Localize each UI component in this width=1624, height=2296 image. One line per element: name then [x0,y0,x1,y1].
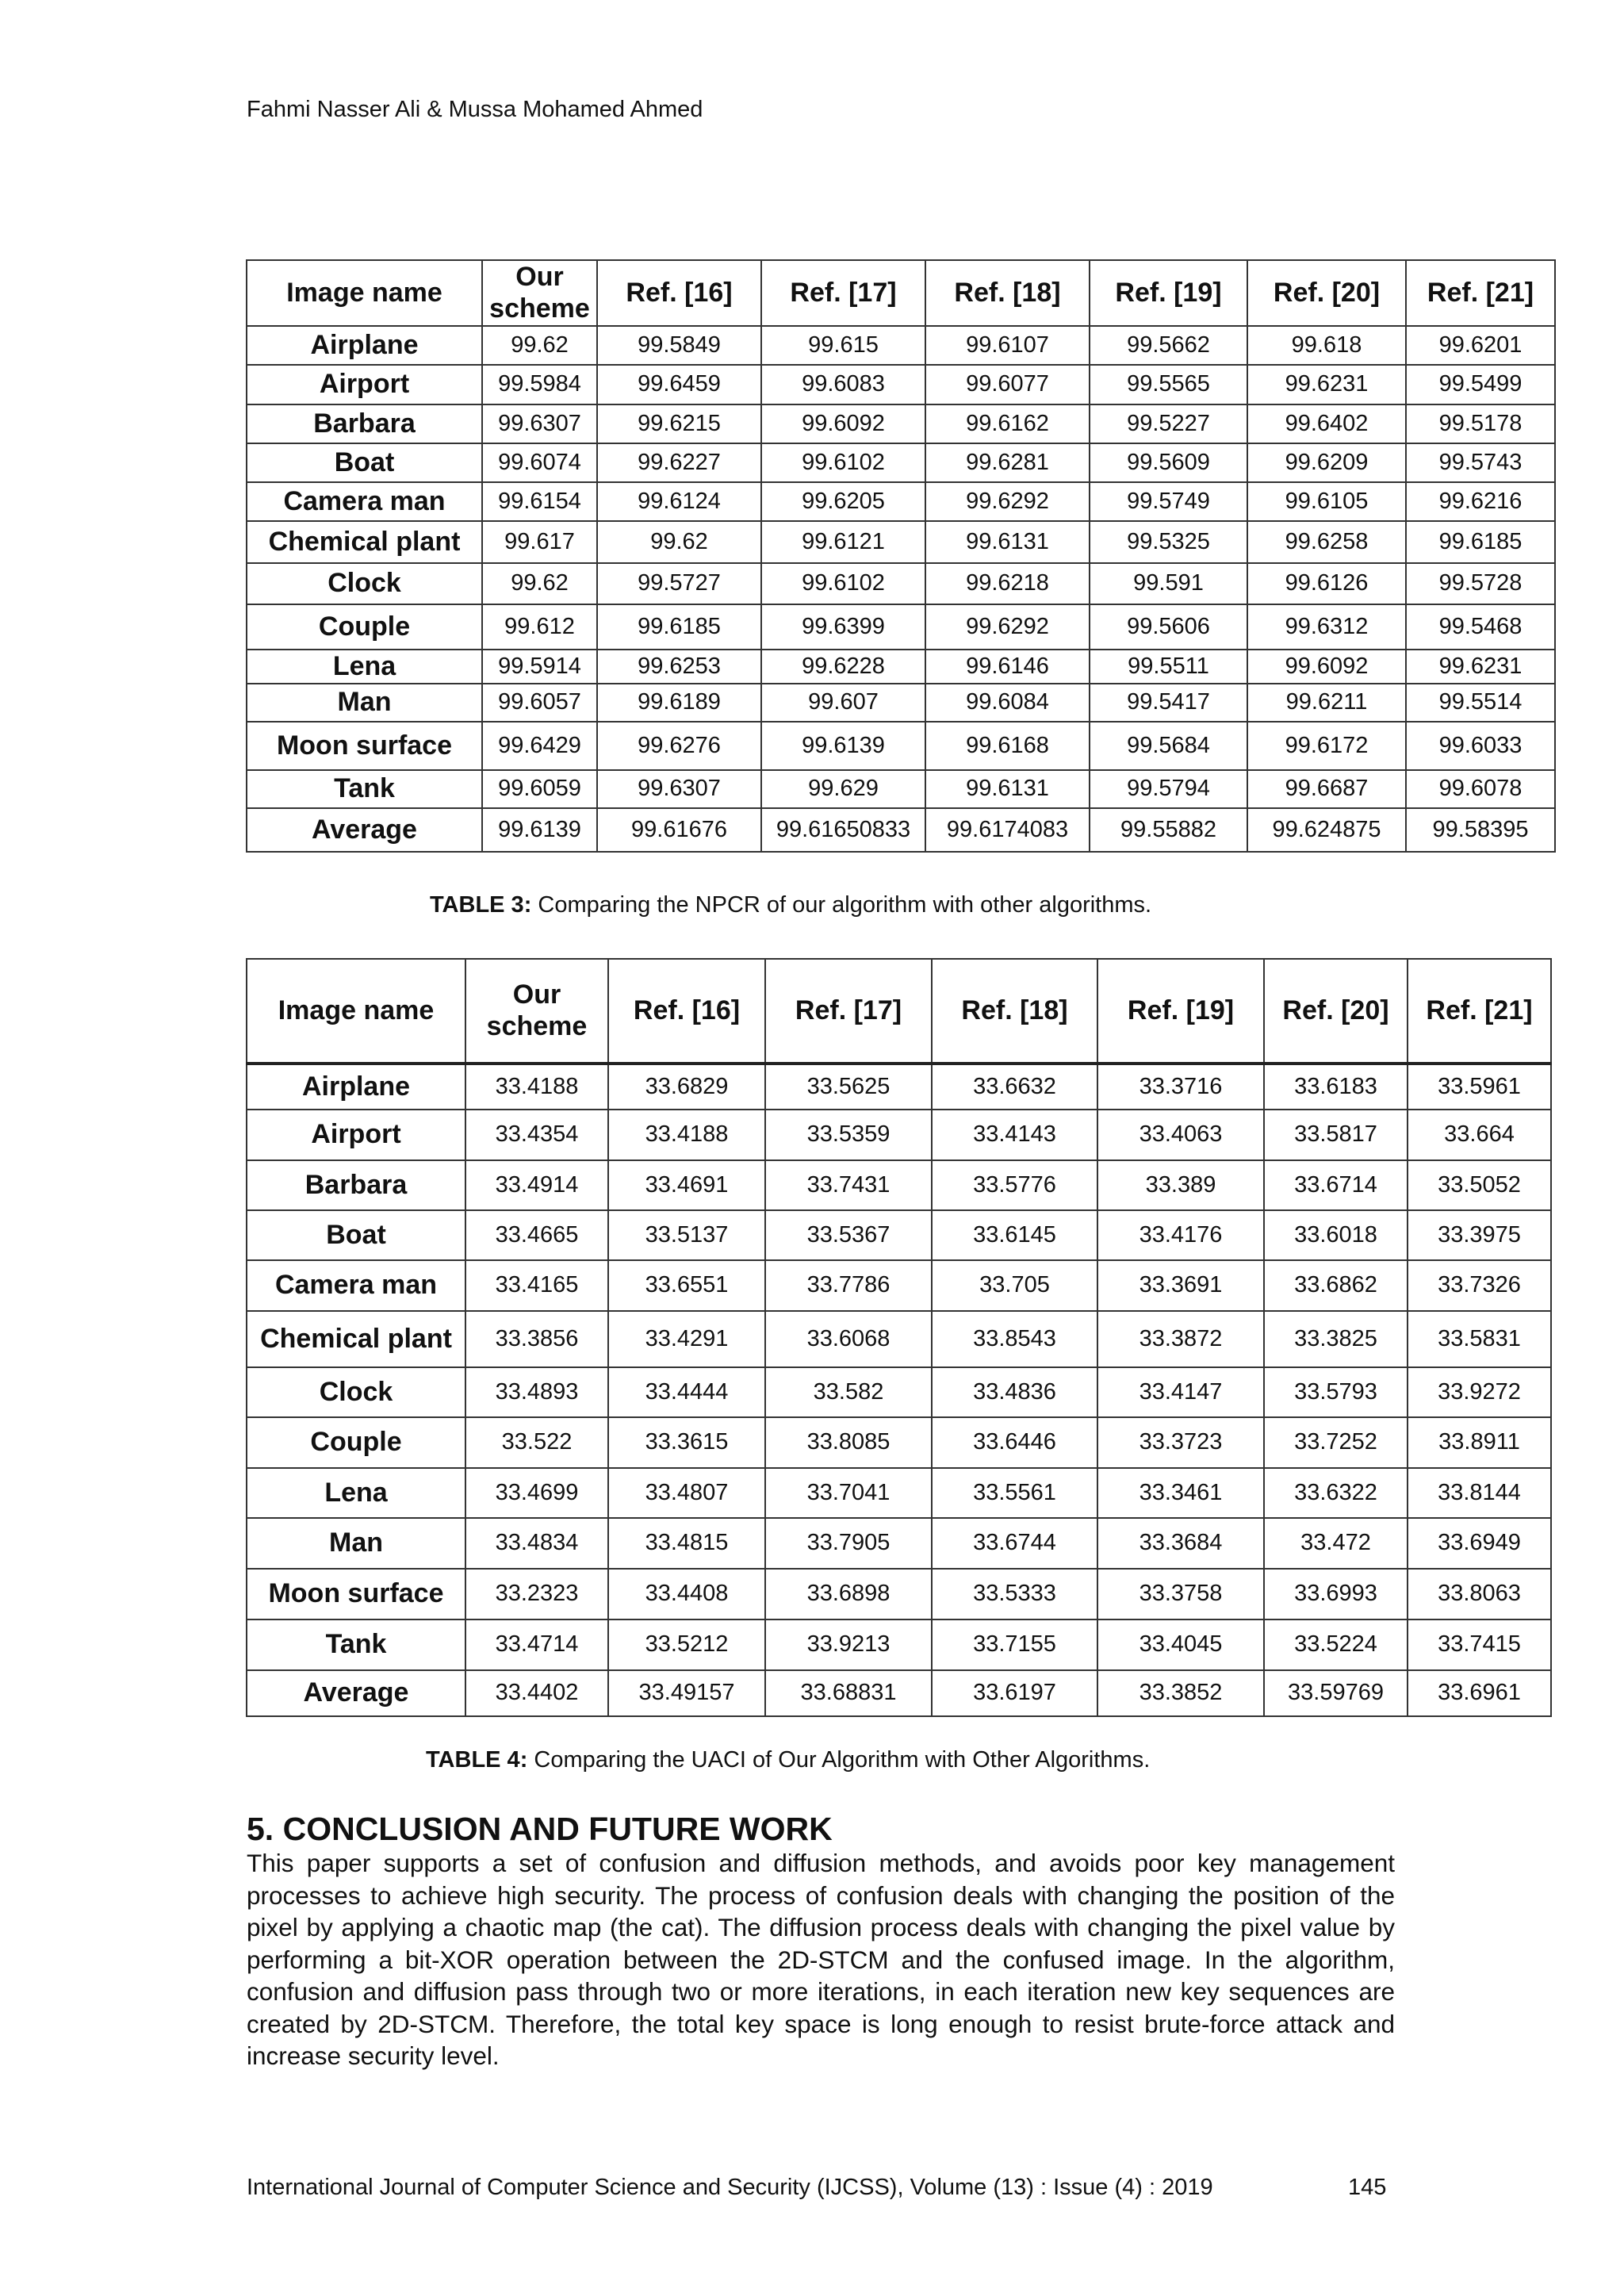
table-cell: 99.6154 [482,482,597,521]
table-cell: 99.6189 [597,684,761,722]
table-row [247,1468,1551,1518]
table-cell: 33.5224 [1264,1619,1408,1670]
table-cell: 33.6018 [1264,1210,1408,1260]
table-cell: 33.3716 [1097,1064,1264,1110]
table-cell: 33.6446 [932,1417,1097,1468]
table-cell: 33.8911 [1408,1417,1551,1468]
table-cell: 33.4188 [465,1064,608,1110]
table-cell: 99.6084 [925,684,1090,722]
table-cell: 33.3461 [1097,1468,1264,1518]
table-cell: 99.607 [761,684,925,722]
table-cell: 99.58395 [1406,808,1555,852]
table-cell: 33.5961 [1408,1064,1551,1110]
table-cell: 99.6307 [482,404,597,443]
table-cell: 99.6218 [925,563,1090,604]
table4-caption [426,1747,1150,1773]
table-cell: 99.6078 [1406,770,1555,808]
table-cell: 99.612 [482,604,597,650]
table-cell: 33.7786 [765,1260,932,1311]
table3-caption-label: TABLE 3: [430,892,532,918]
table-cell: 33.59769 [1264,1670,1408,1716]
table-cell: 99.5728 [1406,563,1555,604]
table-row [247,770,1555,808]
table-cell: 33.6322 [1264,1468,1408,1518]
table-cell: 99.5511 [1090,650,1247,684]
table-cell: 99.6131 [925,521,1090,563]
table-cell: 33.6183 [1264,1064,1408,1110]
table-cell: 33.7905 [765,1518,932,1569]
page-number: 145 [1348,2175,1387,2200]
row-label: Camera man [247,1260,465,1311]
column-header: Ref. [18] [932,959,1097,1064]
table-cell: 33.4665 [465,1210,608,1260]
table-cell: 33.5831 [1408,1311,1551,1367]
table-row [247,1417,1551,1468]
table-cell: 99.5743 [1406,443,1555,482]
table-cell: 99.6231 [1406,650,1555,684]
table-cell: 33.3975 [1408,1210,1551,1260]
row-label: Clock [247,1367,465,1417]
npcr-table [246,259,1556,853]
table-cell: 33.3856 [465,1311,608,1367]
table-cell: 33.4914 [465,1160,608,1210]
table4-caption-text: Comparing the UACI of Our Algorithm with Other Algorithms. [527,1747,1151,1773]
table-cell: 33.4354 [465,1110,608,1160]
table-row [247,1110,1551,1160]
row-label: Tank [247,1619,465,1670]
row-label: Man [247,684,482,722]
table-row [247,604,1555,650]
table-cell: 33.5793 [1264,1367,1408,1417]
row-label: Chemical plant [247,521,482,563]
table-cell: 33.4063 [1097,1110,1264,1160]
table-cell: 33.6949 [1408,1518,1551,1569]
table-row [247,521,1555,563]
row-label: Camera man [247,482,482,521]
table-row [247,722,1555,770]
table-row [247,1311,1551,1367]
table-cell: 33.6961 [1408,1670,1551,1716]
table-cell: 99.6139 [761,722,925,770]
table-cell: 33.4188 [608,1110,765,1160]
table-cell: 33.4836 [932,1367,1097,1417]
table-cell: 99.5417 [1090,684,1247,722]
table-cell: 99.6227 [597,443,761,482]
table-cell: 33.6862 [1264,1260,1408,1311]
table-cell: 99.6162 [925,404,1090,443]
table-cell: 33.6632 [932,1064,1097,1110]
table-cell: 99.5849 [597,326,761,365]
table-cell: 99.6185 [597,604,761,650]
row-label: Barbara [247,404,482,443]
table-cell: 99.618 [1247,326,1406,365]
table-cell: 99.6292 [925,604,1090,650]
table-cell: 33.7041 [765,1468,932,1518]
table-cell: 99.6174083 [925,808,1090,852]
table-cell: 99.6205 [761,482,925,521]
table-cell: 33.5367 [765,1210,932,1260]
table-row [247,808,1555,852]
table-cell: 99.6092 [1247,650,1406,684]
row-label: Chemical plant [247,1311,465,1367]
table-cell: 33.7326 [1408,1260,1551,1311]
table-cell: 99.6231 [1247,365,1406,404]
table-cell: 99.6216 [1406,482,1555,521]
table-cell: 33.582 [765,1367,932,1417]
table-cell: 33.7155 [932,1619,1097,1670]
table-cell: 33.4815 [608,1518,765,1569]
table-cell: 33.3758 [1097,1569,1264,1619]
table-cell: 99.6107 [925,326,1090,365]
table-cell: 33.5333 [932,1569,1097,1619]
table-cell: 99.5468 [1406,604,1555,650]
table-cell: 99.6102 [761,563,925,604]
table-row [247,1670,1551,1716]
table-cell: 99.6105 [1247,482,1406,521]
column-header: Ref. [20] [1264,959,1408,1064]
table-cell: 99.6228 [761,650,925,684]
table-cell: 99.5684 [1090,722,1247,770]
table-cell: 33.9213 [765,1619,932,1670]
table-row [247,1064,1551,1110]
table-cell: 99.6146 [925,650,1090,684]
table-cell: 99.6172 [1247,722,1406,770]
table-cell: 33.2323 [465,1569,608,1619]
table-cell: 33.68831 [765,1670,932,1716]
table-row [247,1210,1551,1260]
table-cell: 33.4143 [932,1110,1097,1160]
table-cell: 99.5514 [1406,684,1555,722]
table-cell: 99.6429 [482,722,597,770]
table-cell: 99.6185 [1406,521,1555,563]
row-label: Airport [247,365,482,404]
table-cell: 33.3723 [1097,1417,1264,1468]
conclusion-paragraph: This paper supports a set of confusion and diffusion methods, and avoids poor key management processes to achieve high security. The process of confusion deals with changing the position of the pixel by applying a chaotic map (the cat). The diffusion process deals with changing the pixel value by performing a bit-XOR operation between the 2D-STCM and the confused image. In the algorithm, confusion and diffusion pass through two or more iterations, in each iteration new key sequences are created by 2D-STCM. Therefore, the total key space is long enough to resist brute-force attack and increase security level. [247,1849,1395,2070]
table-cell: 99.6687 [1247,770,1406,808]
column-header: Ref. [18] [925,260,1090,326]
table-cell: 99.6307 [597,770,761,808]
table4-caption-label: TABLE 4: [426,1747,528,1773]
table-cell: 99.6077 [925,365,1090,404]
table-cell: 33.8063 [1408,1569,1551,1619]
table-cell: 99.6209 [1247,443,1406,482]
table-cell: 99.6292 [925,482,1090,521]
table-cell: 99.61676 [597,808,761,852]
table-cell: 99.5499 [1406,365,1555,404]
column-header: Ref. [21] [1406,260,1555,326]
table-cell: 99.617 [482,521,597,563]
column-header: Image name [247,959,465,1064]
row-label: Couple [247,1417,465,1468]
table-cell: 99.6139 [482,808,597,852]
table-cell: 99.6312 [1247,604,1406,650]
table-row [247,365,1555,404]
table-row [247,1160,1551,1210]
table-cell: 99.5609 [1090,443,1247,482]
table-cell: 99.6074 [482,443,597,482]
table3-caption-text: Comparing the NPCR of our algorithm with other algorithms. [531,892,1152,918]
row-label: Tank [247,770,482,808]
table-header-row [247,959,1551,1064]
table-cell: 33.7252 [1264,1417,1408,1468]
row-label: Average [247,1670,465,1716]
table-row [247,563,1555,604]
table-cell: 33.4291 [608,1311,765,1367]
table-cell: 99.6057 [482,684,597,722]
table-row [247,1619,1551,1670]
row-label: Lena [247,1468,465,1518]
row-label: Airport [247,1110,465,1160]
row-label: Lena [247,650,482,684]
table-cell: 99.6258 [1247,521,1406,563]
table-cell: 99.624875 [1247,808,1406,852]
table-cell: 33.4834 [465,1518,608,1569]
table-cell: 33.9272 [1408,1367,1551,1417]
table-cell: 33.4408 [608,1569,765,1619]
row-label: Moon surface [247,722,482,770]
table-cell: 33.4176 [1097,1210,1264,1260]
table3-caption [430,892,1151,918]
table-cell: 99.62 [482,326,597,365]
row-label: Airplane [247,1064,465,1110]
table-cell: 33.6744 [932,1518,1097,1569]
table-cell: 33.6898 [765,1569,932,1619]
table-cell: 33.6145 [932,1210,1097,1260]
column-header: Ref. [19] [1097,959,1264,1064]
table-cell: 99.6253 [597,650,761,684]
table-cell: 33.5625 [765,1064,932,1110]
table-cell: 33.6551 [608,1260,765,1311]
table-cell: 33.4147 [1097,1367,1264,1417]
table-cell: 99.6092 [761,404,925,443]
table-row [247,404,1555,443]
table-row [247,482,1555,521]
table-cell: 33.5776 [932,1160,1097,1210]
table-cell: 33.6993 [1264,1569,1408,1619]
column-header: Our scheme [465,959,608,1064]
table-cell: 99.5914 [482,650,597,684]
table-cell: 99.55882 [1090,808,1247,852]
column-header: Ref. [20] [1247,260,1406,326]
table-cell: 33.705 [932,1260,1097,1311]
table-row [247,326,1555,365]
table-row [247,1518,1551,1569]
table-cell: 33.4691 [608,1160,765,1210]
column-header: Ref. [16] [608,959,765,1064]
table-cell: 99.5325 [1090,521,1247,563]
table-row [247,443,1555,482]
table-cell: 33.6714 [1264,1160,1408,1210]
table-cell: 33.5052 [1408,1160,1551,1210]
table-cell: 99.6126 [1247,563,1406,604]
table-cell: 99.6215 [597,404,761,443]
table-cell: 99.5227 [1090,404,1247,443]
table-cell: 99.6033 [1406,722,1555,770]
table-cell: 33.8085 [765,1417,932,1468]
table-row [247,1569,1551,1619]
table-cell: 99.6276 [597,722,761,770]
table-cell: 99.6168 [925,722,1090,770]
column-header: Our scheme [482,260,597,326]
table-cell: 33.8543 [932,1311,1097,1367]
table-cell: 33.5817 [1264,1110,1408,1160]
table-cell: 33.389 [1097,1160,1264,1210]
row-label: Airplane [247,326,482,365]
table-cell: 99.5794 [1090,770,1247,808]
table-cell: 33.4165 [465,1260,608,1311]
table-cell: 99.6399 [761,604,925,650]
table-cell: 99.615 [761,326,925,365]
table-row [247,684,1555,722]
table-cell: 99.5178 [1406,404,1555,443]
table-cell: 33.3872 [1097,1311,1264,1367]
table-cell: 33.7415 [1408,1619,1551,1670]
table-row [247,650,1555,684]
table-cell: 33.5137 [608,1210,765,1260]
table-row [247,1260,1551,1311]
table-cell: 99.62 [597,521,761,563]
table-cell: 33.3852 [1097,1670,1264,1716]
table-cell: 99.5749 [1090,482,1247,521]
table-cell: 99.5606 [1090,604,1247,650]
table-cell: 99.5727 [597,563,761,604]
running-header: Fahmi Nasser Ali & Mussa Mohamed Ahmed [247,97,703,122]
row-label: Boat [247,1210,465,1260]
table-cell: 33.5359 [765,1110,932,1160]
column-header: Ref. [21] [1408,959,1551,1064]
column-header: Ref. [17] [765,959,932,1064]
row-label: Average [247,808,482,852]
table-cell: 33.8144 [1408,1468,1551,1518]
table-cell: 33.7431 [765,1160,932,1210]
table-header-row [247,260,1555,326]
table-cell: 33.3825 [1264,1311,1408,1367]
table-cell: 99.629 [761,770,925,808]
table-cell: 33.4807 [608,1468,765,1518]
table-cell: 33.6197 [932,1670,1097,1716]
table-cell: 99.6201 [1406,326,1555,365]
table-cell: 33.4045 [1097,1619,1264,1670]
table-cell: 99.6102 [761,443,925,482]
table-cell: 99.5565 [1090,365,1247,404]
table-cell: 33.4714 [465,1619,608,1670]
table-cell: 99.6083 [761,365,925,404]
row-label: Man [247,1518,465,1569]
table-cell: 33.4402 [465,1670,608,1716]
row-label: Barbara [247,1160,465,1210]
table-cell: 33.4444 [608,1367,765,1417]
table-cell: 33.664 [1408,1110,1551,1160]
table-cell: 99.5984 [482,365,597,404]
table-cell: 99.6124 [597,482,761,521]
table-cell: 99.6131 [925,770,1090,808]
table-cell: 99.6402 [1247,404,1406,443]
table-cell: 33.3684 [1097,1518,1264,1569]
table-cell: 33.6829 [608,1064,765,1110]
table-cell: 33.5561 [932,1468,1097,1518]
row-label: Couple [247,604,482,650]
table-cell: 99.6121 [761,521,925,563]
table-cell: 99.5662 [1090,326,1247,365]
table-cell: 33.472 [1264,1518,1408,1569]
table-cell: 33.4699 [465,1468,608,1518]
table-cell: 99.6459 [597,365,761,404]
column-header: Image name [247,260,482,326]
row-label: Boat [247,443,482,482]
column-header: Ref. [16] [597,260,761,326]
table-cell: 33.6068 [765,1311,932,1367]
table-cell: 99.6211 [1247,684,1406,722]
table-cell: 99.6281 [925,443,1090,482]
table-cell: 99.61650833 [761,808,925,852]
table-cell: 33.3615 [608,1417,765,1468]
table-cell: 33.522 [465,1417,608,1468]
journal-footer: International Journal of Computer Science and Security (IJCSS), Volume (13) : Issue (4) : 2019 [247,2175,1213,2200]
table-cell: 99.62 [482,563,597,604]
section-heading: 5. CONCLUSION AND FUTURE WORK [247,1811,833,1847]
table-cell: 99.591 [1090,563,1247,604]
row-label: Clock [247,563,482,604]
table-cell: 33.4893 [465,1367,608,1417]
table-cell: 33.49157 [608,1670,765,1716]
uaci-table [246,958,1552,1717]
table-cell: 99.6059 [482,770,597,808]
table-cell: 33.5212 [608,1619,765,1670]
table-row [247,1367,1551,1417]
row-label: Moon surface [247,1569,465,1619]
column-header: Ref. [19] [1090,260,1247,326]
column-header: Ref. [17] [761,260,925,326]
table-cell: 33.3691 [1097,1260,1264,1311]
